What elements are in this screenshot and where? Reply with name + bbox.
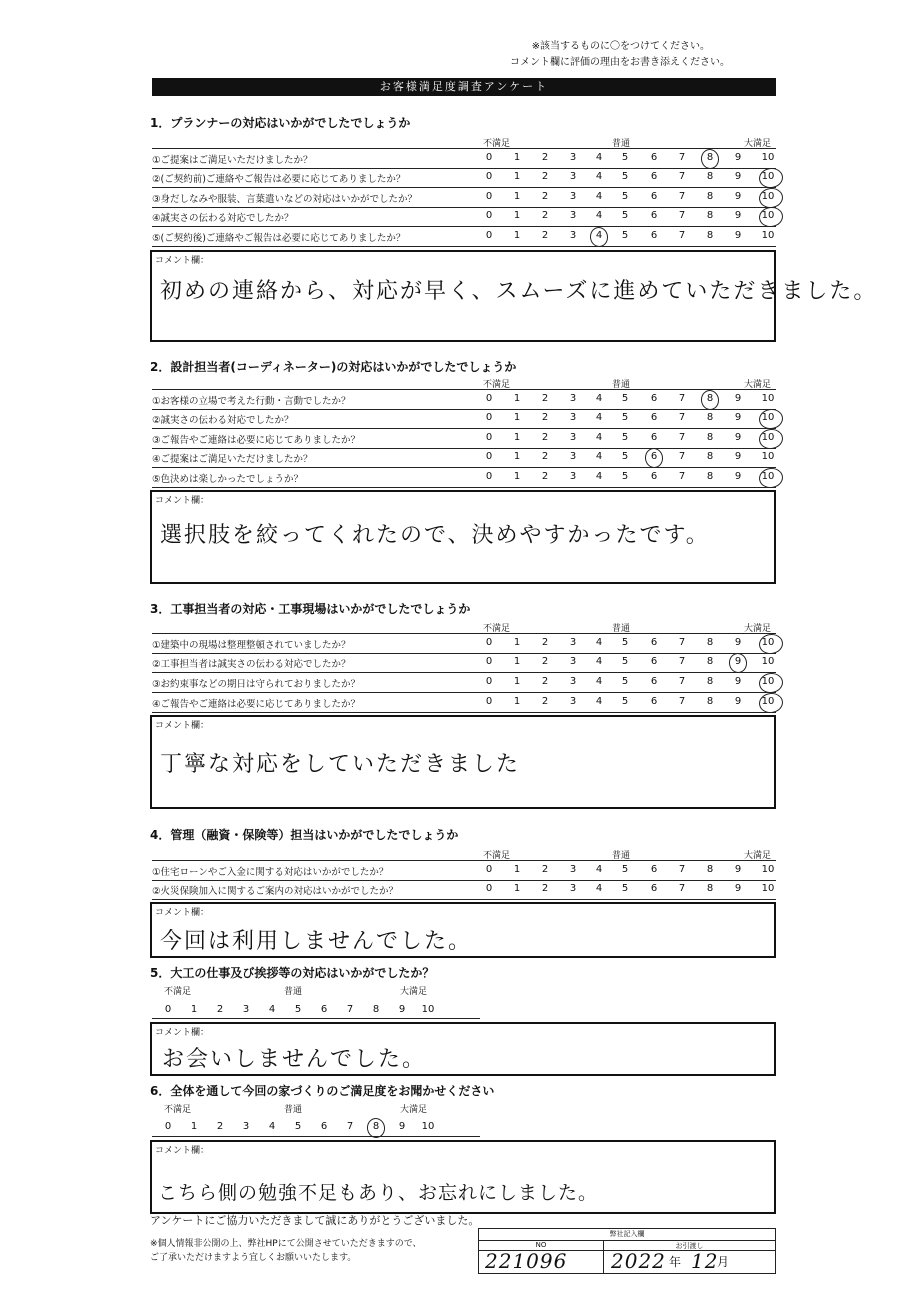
- rating-option[interactable]: 8: [372, 1121, 380, 1132]
- rating-option[interactable]: 7: [678, 152, 686, 163]
- question-row: [152, 448, 776, 468]
- rating-option[interactable]: 3: [569, 171, 577, 182]
- rating-option[interactable]: 10: [761, 230, 775, 241]
- rating-option[interactable]: 5: [294, 1121, 302, 1132]
- rating-option[interactable]: 7: [678, 656, 686, 667]
- rating-option[interactable]: 2: [541, 864, 549, 875]
- rating-option[interactable]: 4: [595, 696, 603, 707]
- question-row: [152, 409, 776, 429]
- rating-option[interactable]: 8: [706, 210, 714, 221]
- rating-option[interactable]: 6: [650, 676, 658, 687]
- rating-option[interactable]: 1: [513, 696, 521, 707]
- rating-option[interactable]: 0: [485, 412, 493, 423]
- rating-option[interactable]: 2: [541, 696, 549, 707]
- rating-option[interactable]: 3: [569, 471, 577, 482]
- delivery-month: 12: [691, 1249, 719, 1273]
- rating-option[interactable]: 6: [650, 883, 658, 894]
- scale-low-label: 不満足: [483, 851, 511, 861]
- rating-option[interactable]: 9: [734, 883, 742, 894]
- rating-option[interactable]: 5: [621, 656, 629, 667]
- rating-option[interactable]: 9: [734, 152, 742, 163]
- instruction-note-2: コメント欄に評価の理由をお書き添えください。: [510, 57, 730, 68]
- rating-option[interactable]: 7: [678, 230, 686, 241]
- rating-option[interactable]: 0: [485, 393, 493, 404]
- rating-option[interactable]: 2: [541, 230, 549, 241]
- section-2-comment-box: [150, 490, 776, 584]
- question-row: [152, 860, 776, 881]
- rating-option[interactable]: 9: [734, 230, 742, 241]
- rating-option[interactable]: 10: [761, 864, 775, 875]
- rating-option[interactable]: 8: [706, 656, 714, 667]
- rating-option[interactable]: 0: [485, 432, 493, 443]
- rating-option[interactable]: 10: [761, 637, 775, 648]
- rating-option[interactable]: 9: [734, 191, 742, 202]
- rating-option[interactable]: 3: [569, 676, 577, 687]
- rating-option[interactable]: 0: [485, 696, 493, 707]
- rating-option[interactable]: 7: [678, 676, 686, 687]
- rating-option[interactable]: 7: [678, 864, 686, 875]
- question-row: [152, 673, 776, 693]
- rating-option[interactable]: 5: [621, 471, 629, 482]
- question-row: [152, 468, 776, 488]
- rating-option[interactable]: 1: [513, 883, 521, 894]
- rating-option[interactable]: 5: [621, 152, 629, 163]
- section-4-title: 4．管理（融資・保険等）担当はいかがでしたでしょうか: [150, 828, 459, 842]
- rating-option[interactable]: 3: [569, 393, 577, 404]
- privacy-note-1: ※個人情報非公開の上、弊社HPにて公開させていただきますので、: [150, 1239, 422, 1249]
- rating-option[interactable]: 6: [650, 230, 658, 241]
- rating-option[interactable]: 0: [485, 656, 493, 667]
- rating-option[interactable]: 9: [734, 864, 742, 875]
- rating-circle-mark: [758, 466, 785, 489]
- rating-option[interactable]: 1: [513, 676, 521, 687]
- rating-option[interactable]: 2: [216, 1121, 224, 1132]
- office-use-header: 弊社記入欄: [479, 1229, 775, 1241]
- rating-option[interactable]: 4: [268, 1121, 276, 1132]
- rating-option[interactable]: 7: [678, 451, 686, 462]
- question-text: ④誠実さの伝わる対応でしたか？: [152, 213, 294, 224]
- section-1-title: 1．プランナーの対応はいかがでしたでしょうか: [150, 116, 411, 130]
- section-5-comment: お会いしませんでした。: [162, 1047, 427, 1072]
- rating-option[interactable]: 4: [595, 393, 603, 404]
- rating-option[interactable]: 1: [513, 637, 521, 648]
- rating-option[interactable]: 10: [421, 1121, 435, 1132]
- rating-option[interactable]: 0: [485, 171, 493, 182]
- rating-option[interactable]: 6: [320, 1004, 328, 1015]
- rating-option[interactable]: 6: [650, 696, 658, 707]
- rating-option[interactable]: 7: [346, 1004, 354, 1015]
- rating-option[interactable]: 0: [485, 210, 493, 221]
- customer-number: 221096: [485, 1249, 568, 1273]
- rating-option[interactable]: 2: [541, 152, 549, 163]
- scale-mid-label: 普通: [612, 139, 631, 149]
- rating-option[interactable]: 1: [513, 230, 521, 241]
- rating-option[interactable]: 9: [734, 676, 742, 687]
- comment-label: コメント欄：: [155, 496, 210, 506]
- rating-option[interactable]: 8: [706, 696, 714, 707]
- office-use-box: [478, 1228, 776, 1274]
- rating-option[interactable]: 1: [513, 393, 521, 404]
- rating-option[interactable]: 9: [398, 1121, 406, 1132]
- rating-option[interactable]: 3: [569, 152, 577, 163]
- rating-option[interactable]: 4: [595, 230, 603, 241]
- rating-option[interactable]: 3: [569, 230, 577, 241]
- section-2-comment: 選択肢を絞ってくれたので、決めやすかったです。: [160, 523, 710, 548]
- rating-option[interactable]: 3: [569, 696, 577, 707]
- rating-option[interactable]: 10: [761, 393, 775, 404]
- rating-option[interactable]: 4: [595, 656, 603, 667]
- section-6-comment: こちら側の勉強不足もあり、お忘れにしました。: [158, 1182, 599, 1204]
- rating-option[interactable]: 6: [650, 432, 658, 443]
- rating-option[interactable]: 6: [650, 471, 658, 482]
- question-row: [152, 633, 776, 654]
- rating-option[interactable]: 5: [621, 637, 629, 648]
- rating-option[interactable]: 4: [595, 171, 603, 182]
- rating-option[interactable]: 10: [761, 883, 775, 894]
- thanks-message: アンケートにご協力いただきまして誠にありがとうございました。: [150, 1214, 480, 1227]
- section-1-comment: 初めの連絡から、対応が早く、スムーズに進めていただきました。: [160, 279, 878, 304]
- section-6-title: 6．全体を通して今回の家づくりのご満足度をお聞かせください: [150, 1084, 495, 1098]
- rating-option[interactable]: 3: [569, 637, 577, 648]
- rating-option[interactable]: 5: [621, 451, 629, 462]
- rating-option[interactable]: 4: [595, 883, 603, 894]
- scale-high-label: 大満足: [744, 380, 772, 390]
- rating-option[interactable]: 10: [761, 210, 775, 221]
- rating-option[interactable]: 7: [678, 412, 686, 423]
- rating-option[interactable]: 6: [650, 412, 658, 423]
- month-unit: 月: [717, 1255, 730, 1269]
- rating-option[interactable]: 4: [595, 152, 603, 163]
- rating-option[interactable]: 6: [650, 152, 658, 163]
- rating-circle-mark: [758, 166, 785, 189]
- rating-option[interactable]: 4: [595, 451, 603, 462]
- question-text: ⑤色決めは楽しかったでしょうか？: [152, 474, 304, 485]
- rating-option[interactable]: 1: [513, 656, 521, 667]
- rating-option[interactable]: 2: [541, 191, 549, 202]
- comment-label: コメント欄：: [155, 256, 210, 266]
- rating-option[interactable]: 2: [541, 637, 549, 648]
- rating-option[interactable]: 1: [513, 864, 521, 875]
- section-6-comment-box: [150, 1140, 776, 1214]
- rating-option[interactable]: 2: [541, 210, 549, 221]
- rating-option[interactable]: 2: [541, 656, 549, 667]
- rating-option[interactable]: 5: [621, 171, 629, 182]
- rating-option[interactable]: 1: [190, 1004, 198, 1015]
- rating-option[interactable]: 10: [761, 676, 775, 687]
- section-5-title: 5．大工の仕事及び挨拶等の対応はいかがでしたか？: [150, 966, 435, 980]
- rating-option[interactable]: 7: [678, 171, 686, 182]
- section-3-title: 3．工事担当者の対応・工事現場はいかがでしたでしょうか: [150, 602, 471, 616]
- instruction-note-1: ※該当するものに〇をつけてください。: [531, 41, 710, 52]
- rating-option[interactable]: 3: [569, 191, 577, 202]
- rating-option[interactable]: 9: [734, 432, 742, 443]
- rating-option[interactable]: 6: [650, 864, 658, 875]
- rating-option[interactable]: 2: [541, 412, 549, 423]
- question-row: [152, 653, 776, 673]
- rating-option[interactable]: 5: [621, 432, 629, 443]
- rating-option[interactable]: 6: [650, 656, 658, 667]
- question-text: ①お客様の立場で考えた行動・言動でしたか？: [152, 396, 351, 407]
- rating-option[interactable]: 9: [734, 637, 742, 648]
- rating-option[interactable]: 0: [485, 230, 493, 241]
- rating-option[interactable]: 3: [569, 864, 577, 875]
- rating-option[interactable]: 4: [595, 471, 603, 482]
- rating-circle-mark: [758, 407, 785, 430]
- section-4-comment-box: [150, 902, 776, 958]
- question-text: ③ご報告やご連絡は必要に応じてありましたか？: [152, 435, 361, 446]
- rating-option[interactable]: 8: [706, 191, 714, 202]
- rating-option[interactable]: 10: [761, 656, 775, 667]
- section-3-comment: 丁寧な対応をしていただきました: [160, 752, 521, 777]
- rating-option[interactable]: 10: [761, 191, 775, 202]
- scale-mid-label: 普通: [612, 851, 631, 861]
- rating-option[interactable]: 4: [595, 637, 603, 648]
- rating-option[interactable]: 2: [541, 393, 549, 404]
- section-5-comment-box: [150, 1022, 776, 1076]
- rating-option[interactable]: 7: [678, 471, 686, 482]
- rating-option[interactable]: 4: [595, 676, 603, 687]
- rating-option[interactable]: 4: [595, 191, 603, 202]
- rating-option[interactable]: 2: [216, 1004, 224, 1015]
- rating-option[interactable]: 10: [761, 451, 775, 462]
- rating-circle-mark: [758, 671, 785, 694]
- rating-option[interactable]: 3: [242, 1004, 250, 1015]
- rating-option[interactable]: 8: [706, 637, 714, 648]
- comment-label: コメント欄：: [155, 1028, 210, 1038]
- rating-option[interactable]: 4: [268, 1004, 276, 1015]
- question-row: [152, 168, 776, 188]
- delivery-year: 2022: [611, 1249, 666, 1273]
- rating-option[interactable]: 7: [678, 191, 686, 202]
- rating-option[interactable]: 2: [541, 471, 549, 482]
- rating-option[interactable]: 7: [678, 393, 686, 404]
- rating-option[interactable]: 8: [706, 230, 714, 241]
- rating-option[interactable]: 0: [164, 1121, 172, 1132]
- rating-option[interactable]: 7: [678, 210, 686, 221]
- rating-option[interactable]: 5: [621, 393, 629, 404]
- rating-option[interactable]: 2: [541, 432, 549, 443]
- rating-option[interactable]: 0: [485, 883, 493, 894]
- question-text: ③お約束事などの期日は守られておりましたか？: [152, 679, 361, 690]
- section-1-comment-box: [150, 250, 878, 342]
- section-6-scale-line: [152, 1136, 480, 1137]
- rating-option[interactable]: 1: [513, 152, 521, 163]
- rating-option[interactable]: 6: [320, 1121, 328, 1132]
- question-row: [152, 880, 776, 900]
- office-date-label: お引渡し: [604, 1241, 775, 1251]
- rating-option[interactable]: 4: [595, 432, 603, 443]
- rating-option[interactable]: 5: [621, 676, 629, 687]
- rating-option[interactable]: 2: [541, 171, 549, 182]
- office-no-label: NO: [479, 1241, 604, 1251]
- rating-option[interactable]: 9: [734, 393, 742, 404]
- rating-option[interactable]: 1: [513, 191, 521, 202]
- rating-option[interactable]: 8: [706, 412, 714, 423]
- rating-option[interactable]: 5: [621, 230, 629, 241]
- question-row: [152, 227, 776, 247]
- scale-mid-label: 普通: [612, 624, 631, 634]
- question-row: [152, 207, 776, 227]
- rating-option[interactable]: 3: [569, 210, 577, 221]
- rating-option[interactable]: 3: [242, 1121, 250, 1132]
- survey-title-bar: お客様満足度調査アンケート: [152, 78, 776, 96]
- rating-option[interactable]: 9: [734, 412, 742, 423]
- rating-option[interactable]: 8: [706, 171, 714, 182]
- section-4-comment: 今回は利用しませんでした。: [160, 929, 473, 954]
- rating-option[interactable]: 9: [734, 696, 742, 707]
- comment-label: コメント欄：: [155, 721, 210, 731]
- comment-label: コメント欄：: [155, 1146, 210, 1156]
- rating-option[interactable]: 6: [650, 210, 658, 221]
- section-2-title: 2．設計担当者(コーディネーター)の対応はいかがでしたでしょうか: [150, 360, 517, 374]
- rating-option[interactable]: 1: [513, 412, 521, 423]
- question-text: ②火災保険加入に関するご案内の対応はいかがでしたか？: [152, 886, 399, 897]
- rating-option[interactable]: 5: [621, 191, 629, 202]
- scale-mid-label: 普通: [612, 380, 631, 390]
- rating-option[interactable]: 4: [595, 210, 603, 221]
- rating-option[interactable]: 5: [621, 883, 629, 894]
- rating-option[interactable]: 6: [650, 451, 658, 462]
- rating-option[interactable]: 2: [541, 676, 549, 687]
- rating-option[interactable]: 8: [706, 393, 714, 404]
- rating-option[interactable]: 10: [761, 152, 775, 163]
- rating-option[interactable]: 3: [569, 451, 577, 462]
- rating-option[interactable]: 6: [650, 191, 658, 202]
- rating-option[interactable]: 1: [513, 451, 521, 462]
- scale-high-label: 大満足: [400, 987, 428, 997]
- rating-option[interactable]: 1: [513, 210, 521, 221]
- rating-option[interactable]: 7: [678, 432, 686, 443]
- rating-option[interactable]: 6: [650, 393, 658, 404]
- rating-option[interactable]: 5: [621, 210, 629, 221]
- rating-option[interactable]: 1: [513, 171, 521, 182]
- scale-low-label: 不満足: [483, 380, 511, 390]
- rating-option[interactable]: 9: [734, 471, 742, 482]
- question-row: [152, 389, 776, 410]
- rating-option[interactable]: 0: [485, 864, 493, 875]
- rating-option[interactable]: 10: [761, 471, 775, 482]
- rating-option[interactable]: 0: [485, 676, 493, 687]
- rating-option[interactable]: 4: [595, 412, 603, 423]
- question-row: [152, 693, 776, 713]
- rating-option[interactable]: 0: [485, 451, 493, 462]
- rating-option[interactable]: 9: [734, 656, 742, 667]
- scale-low-label: 不満足: [164, 1105, 192, 1115]
- rating-option[interactable]: 8: [706, 451, 714, 462]
- rating-option[interactable]: 4: [595, 864, 603, 875]
- question-text: ①建築中の現場は整理整頓されていましたか？: [152, 640, 351, 651]
- question-row: [152, 429, 776, 449]
- scale-low-label: 不満足: [483, 139, 511, 149]
- scale-high-label: 大満足: [744, 851, 772, 861]
- privacy-note-2: ご了承いただけますよう宜しくお願いいたします。: [150, 1253, 357, 1263]
- question-text: ⑤(ご契約後)ご連絡やご報告は必要に応じてありましたか？: [152, 233, 406, 244]
- rating-option[interactable]: 0: [485, 152, 493, 163]
- scale-low-label: 不満足: [164, 987, 192, 997]
- rating-option[interactable]: 10: [761, 696, 775, 707]
- question-text: ③身だしなみや服装、言葉遣いなどの対応はいかがでしたか？: [152, 194, 418, 205]
- rating-option[interactable]: 3: [569, 883, 577, 894]
- question-text: ②誠実さの伝わる対応でしたか？: [152, 415, 294, 426]
- question-row: [152, 188, 776, 208]
- rating-option[interactable]: 0: [485, 637, 493, 648]
- rating-option[interactable]: 6: [650, 171, 658, 182]
- section-3-comment-box: [150, 715, 776, 809]
- question-text: ①住宅ローンやご入金に関する対応はいかがでしたか？: [152, 867, 389, 878]
- rating-option[interactable]: 5: [621, 696, 629, 707]
- rating-option[interactable]: 7: [678, 883, 686, 894]
- rating-option[interactable]: 2: [541, 451, 549, 462]
- question-row: [152, 148, 776, 169]
- scale-mid-label: 普通: [284, 987, 303, 997]
- rating-circle-mark: [758, 691, 785, 714]
- rating-option[interactable]: 10: [761, 412, 775, 423]
- rating-option[interactable]: 1: [190, 1121, 198, 1132]
- section-5-scale-line: [152, 1018, 480, 1019]
- rating-option[interactable]: 10: [761, 432, 775, 443]
- year-unit: 年: [669, 1255, 682, 1269]
- rating-option[interactable]: 3: [569, 432, 577, 443]
- rating-circle-mark: [758, 205, 785, 228]
- rating-option[interactable]: 10: [421, 1004, 435, 1015]
- rating-option[interactable]: 8: [706, 432, 714, 443]
- scale-high-label: 大満足: [400, 1105, 428, 1115]
- rating-option[interactable]: 9: [734, 451, 742, 462]
- comment-label: コメント欄：: [155, 908, 210, 918]
- question-text: ①ご提案はご満足いただけましたか？: [152, 155, 313, 166]
- rating-option[interactable]: 1: [513, 432, 521, 443]
- rating-option[interactable]: 0: [485, 471, 493, 482]
- rating-option[interactable]: 5: [621, 412, 629, 423]
- question-text: ④ご提案はご満足いただけましたか？: [152, 454, 313, 465]
- scale-high-label: 大満足: [744, 624, 772, 634]
- rating-option[interactable]: 8: [706, 676, 714, 687]
- rating-option[interactable]: 2: [541, 883, 549, 894]
- rating-option[interactable]: 3: [569, 412, 577, 423]
- rating-option[interactable]: 6: [650, 637, 658, 648]
- rating-option[interactable]: 9: [734, 171, 742, 182]
- rating-option[interactable]: 7: [346, 1121, 354, 1132]
- rating-option[interactable]: 8: [372, 1004, 380, 1015]
- question-text: ②(ご契約前)ご連絡やご報告は必要に応じてありましたか？: [152, 174, 406, 185]
- rating-option[interactable]: 0: [485, 191, 493, 202]
- rating-option[interactable]: 5: [621, 864, 629, 875]
- rating-option[interactable]: 10: [761, 171, 775, 182]
- rating-option[interactable]: 9: [398, 1004, 406, 1015]
- scale-high-label: 大満足: [744, 139, 772, 149]
- rating-option[interactable]: 5: [294, 1004, 302, 1015]
- scale-low-label: 不満足: [483, 624, 511, 634]
- rating-option[interactable]: 7: [678, 696, 686, 707]
- question-text: ②工事担当者は誠実さの伝わる対応でしたか？: [152, 659, 351, 670]
- rating-option[interactable]: 1: [513, 471, 521, 482]
- rating-option[interactable]: 7: [678, 637, 686, 648]
- rating-option[interactable]: 0: [164, 1004, 172, 1015]
- rating-option[interactable]: 9: [734, 210, 742, 221]
- rating-option[interactable]: 3: [569, 656, 577, 667]
- rating-option[interactable]: 8: [706, 883, 714, 894]
- rating-option[interactable]: 8: [706, 471, 714, 482]
- question-text: ④ご報告やご連絡は必要に応じてありましたか？: [152, 699, 361, 710]
- rating-option[interactable]: 8: [706, 864, 714, 875]
- rating-option[interactable]: 8: [706, 152, 714, 163]
- scale-mid-label: 普通: [284, 1105, 303, 1115]
